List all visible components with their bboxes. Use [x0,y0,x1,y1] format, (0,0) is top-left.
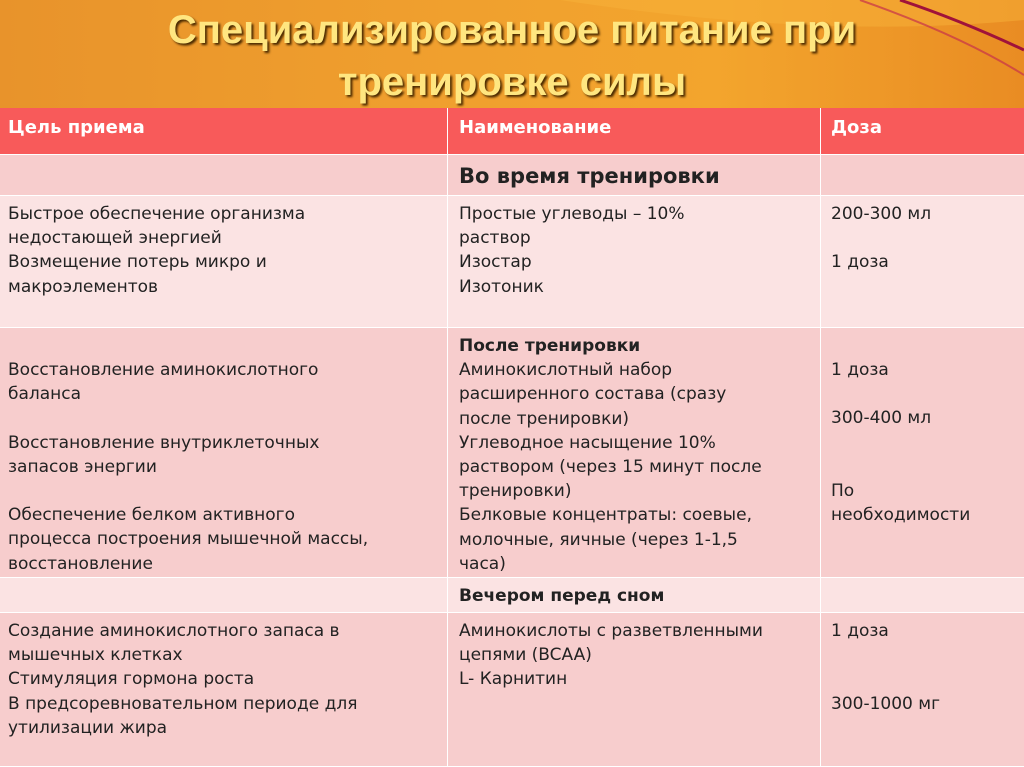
spacer [8,406,439,430]
spacer [831,667,1016,691]
text-line: По [831,480,855,501]
title-line-2: тренировке силы [337,60,687,104]
text-line: необходимости [831,505,971,526]
spacer [831,431,1016,455]
text-line: процесса построения мышечной массы, [8,529,369,550]
spacer [831,382,1016,406]
text-line: раствором (через 15 минут после [459,457,762,478]
text-line: утилизации жира [8,717,168,738]
dose-cell-evening [821,613,1024,767]
text-line: цепями (BCAA) [459,645,592,666]
goal-cell-after [0,328,448,578]
text-line: В предсоревновательном периоде для [8,693,358,714]
text-line: Простые углеводы – 10% [459,204,685,224]
text-line: часа) [459,553,506,574]
table-cell [0,155,448,196]
text-line: Создание аминокислотного запаса в [8,621,340,641]
column-header-goal: Цель приема [0,108,448,155]
section-label-during: Во время тренировки [448,155,821,196]
text-line: 1 доза [831,252,889,273]
goal-cell-evening [0,613,448,767]
text-line: макроэлементов [8,276,159,297]
text-line: Аминокислоты с разветвленными [459,621,763,641]
column-header-name: Наименование [448,108,821,155]
nutrition-table [0,108,1024,767]
text-line: запасов энергии [8,456,157,477]
text-line: Восстановление внутриклеточных [8,432,320,453]
table-cell [821,155,1024,196]
text-line: после тренировки) [459,408,630,429]
text-line: L- Карнитин [459,669,568,690]
slide-header [0,0,1024,108]
table-row-evening [0,613,1024,767]
text-line: баланса [8,384,82,405]
table-cell [0,578,448,613]
text-line: Изостар [459,252,532,273]
text-line: Обеспечение белком активного [8,505,295,526]
table-row-after [0,328,1024,578]
text-line: расширенного состава (сразу [459,384,727,405]
section-label-evening: Вечером перед сном [448,578,821,613]
text-line: раствор [459,228,531,249]
section-row-evening [0,578,1024,613]
text-line: Белковые концентраты: соевые, [459,505,752,526]
text-line: 200-300 мл [831,204,932,224]
table-cell [821,578,1024,613]
text-line: Аминокислотный набор [459,360,673,381]
text-line: 300-1000 мг [831,693,941,714]
dose-cell-after [821,328,1024,578]
text-line: 300-400 мл [831,408,932,429]
text-line: молочные, яичные (через 1-1,5 [459,529,738,550]
text-line: 1 доза [831,621,889,641]
text-line: Быстрое обеспечение организма [8,204,306,224]
text-line: восстановление [8,553,153,574]
table-row-during [0,196,1024,328]
text-line: тренировки) [459,481,572,502]
section-label-after: После тренировки [459,336,641,356]
name-cell-evening [448,613,821,767]
text-line: Возмещение потерь микро и [8,252,267,273]
column-header-dose: Доза [821,108,1024,155]
title-line-1: Специализированное питание при [167,8,857,52]
slide-title [0,4,1024,108]
spacer [831,455,1016,479]
table-header-row [0,108,1024,155]
text-line: мышечных клетках [8,645,183,666]
spacer [831,226,1016,250]
spacer [831,643,1016,667]
text-line: недостающей энергией [8,228,222,249]
goal-cell-during [0,196,448,328]
section-row-during [0,155,1024,196]
spacer [8,479,439,503]
text-line: Углеводное насыщение 10% [459,432,716,453]
text-line: Изотоник [459,276,544,297]
text-line: Восстановление аминокислотного [8,360,319,380]
name-cell-after [448,328,821,578]
text-line: 1 доза [831,360,889,380]
text-line: Стимуляция гормона роста [8,669,255,690]
dose-cell-during [821,196,1024,328]
name-cell-during [448,196,821,328]
